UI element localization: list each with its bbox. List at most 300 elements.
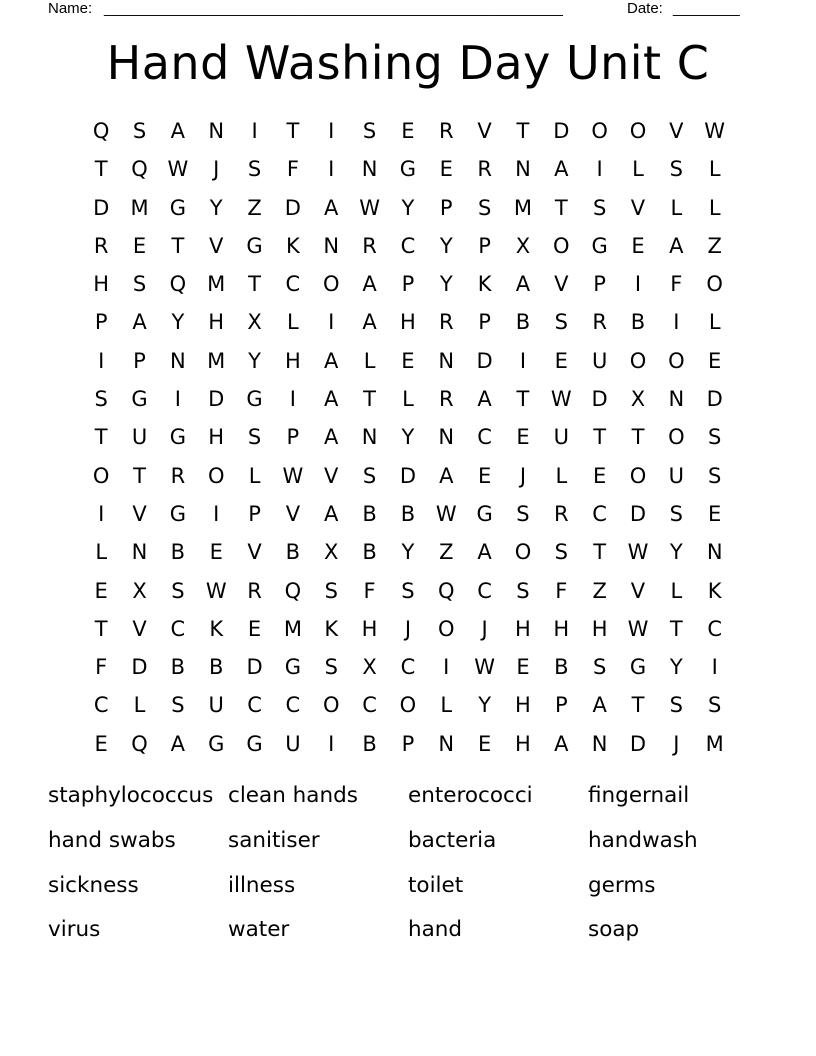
grid-letter: X [247, 310, 262, 335]
grid-letter: K [707, 578, 722, 603]
word-bank-item: fingernail [588, 783, 690, 808]
grid-letter: N [208, 119, 225, 143]
grid-letter: A [554, 731, 569, 756]
grid-letter: I [328, 731, 335, 756]
grid-letter: R [247, 578, 262, 603]
grid-letter: B [208, 655, 224, 680]
grid-letter: W [627, 616, 649, 641]
grid-letter: F [95, 655, 108, 680]
grid-letter: L [440, 693, 453, 718]
grid-letter: G [246, 233, 263, 258]
grid-letter: A [170, 119, 186, 143]
grid-letter: O [629, 119, 647, 143]
date-label: Date: [627, 0, 663, 17]
grid-letter: H [591, 616, 608, 641]
grid-letter: E [132, 233, 147, 258]
grid-letter: N [706, 540, 723, 565]
name-label: Name: [48, 0, 93, 17]
grid-letter: T [516, 119, 530, 143]
grid-letter: W [282, 463, 304, 488]
grid-letter: B [554, 655, 569, 680]
grid-letter: V [132, 616, 147, 641]
grid-letter: L [670, 578, 683, 603]
grid-letter: I [711, 655, 718, 680]
grid-letter: S [132, 272, 147, 297]
grid-letter: Q [131, 731, 148, 756]
grid-letter: P [401, 272, 415, 297]
grid-letter: W [627, 540, 649, 565]
grid-letter: S [592, 655, 607, 680]
grid-letter: G [399, 157, 417, 182]
word-search-grid [82, 112, 734, 763]
grid-letter: Y [669, 540, 683, 565]
word-bank-item: virus [48, 917, 101, 943]
grid-letter: S [171, 693, 185, 718]
grid-letter: R [438, 119, 454, 143]
grid-letter: D [208, 387, 225, 412]
grid-letter: B [170, 540, 186, 565]
grid-letter: U [285, 731, 301, 756]
grid-letter: P [401, 731, 415, 756]
grid-letter: W [167, 157, 189, 182]
grid-letter: J [213, 157, 220, 182]
grid-letter: Z [592, 578, 607, 603]
grid-letter: I [98, 501, 105, 526]
grid-letter: L [555, 463, 568, 488]
word-bank-item: hand swabs [48, 827, 176, 853]
grid-letter: L [632, 157, 644, 182]
grid-letter: L [287, 310, 299, 335]
grid-letter: D [246, 655, 263, 680]
grid-letter: S [362, 463, 377, 488]
grid-letter: Q [438, 578, 455, 603]
grid-letter: I [213, 501, 220, 526]
grid-letter: E [94, 731, 108, 756]
grid-letter: H [515, 693, 531, 718]
grid-letter: S [669, 693, 683, 718]
grid-row [82, 533, 734, 571]
grid-letter: R [554, 501, 569, 526]
grid-letter: T [593, 540, 607, 565]
grid-row [82, 150, 734, 188]
name-field-line: _______________________________________________________ [104, 0, 563, 17]
grid-letter: W [704, 119, 726, 143]
grid-letter: X [515, 233, 531, 258]
grid-letter: T [631, 693, 645, 718]
word-bank-item: hand [408, 917, 463, 943]
grid-letter: D [629, 501, 647, 526]
grid-letter: U [553, 425, 569, 450]
grid-letter: Y [669, 655, 683, 680]
grid-letter: S [708, 425, 722, 450]
grid-letter: O [629, 463, 647, 488]
grid-letter: N [131, 540, 148, 565]
grid-letter: R [362, 233, 377, 258]
grid-letter: C [362, 693, 377, 718]
grid-letter: R [592, 310, 607, 335]
grid-letter: Y [171, 310, 185, 335]
grid-letter: L [670, 195, 683, 220]
grid-letter: G [169, 195, 186, 220]
grid-letter: P [248, 501, 261, 526]
grid-letter: M [207, 272, 226, 297]
grid-letter: P [133, 348, 146, 373]
grid-letter: H [553, 616, 570, 641]
grid-letter: I [98, 348, 105, 373]
grid-letter: S [592, 195, 607, 220]
grid-letter: O [553, 233, 570, 258]
grid-letter: B [515, 310, 531, 335]
grid-letter: L [248, 463, 261, 488]
grid-letter: K [324, 616, 339, 641]
grid-letter: Z [247, 195, 262, 220]
grid-letter: S [669, 501, 683, 526]
grid-letter: I [251, 119, 258, 143]
grid-letter: T [516, 387, 530, 412]
grid-letter: G [169, 425, 186, 450]
grid-letter: C [707, 616, 722, 641]
grid-letter: A [477, 540, 492, 565]
grid-letter: E [477, 463, 492, 488]
grid-letter: H [208, 310, 225, 335]
grid-letter: U [668, 463, 685, 488]
word-bank-item: enterococci [408, 783, 533, 808]
grid-letter: T [669, 616, 683, 641]
grid-row [82, 572, 734, 610]
grid-letter: D [476, 348, 493, 373]
grid-letter: U [208, 693, 224, 718]
grid-letter: A [324, 195, 339, 220]
grid-letter: H [400, 310, 416, 335]
grid-letter: C [477, 578, 492, 603]
word-bank-item: handwash [588, 827, 698, 853]
grid-letter: A [324, 425, 339, 450]
grid-letter: L [708, 195, 721, 220]
grid-letter: A [170, 731, 186, 756]
grid-letter: A [439, 463, 454, 488]
grid-letter: M [513, 195, 533, 220]
grid-letter: G [629, 655, 647, 680]
grid-letter: M [705, 731, 724, 756]
grid-letter: S [708, 693, 722, 718]
grid-letter: S [247, 157, 262, 182]
grid-letter: Y [209, 195, 223, 220]
grid-letter: S [94, 387, 108, 412]
grid-letter: D [629, 731, 647, 756]
grid-letter: N [515, 157, 531, 182]
grid-row [82, 457, 734, 495]
grid-letter: O [668, 348, 685, 373]
grid-letter: A [132, 310, 147, 335]
grid-letter: R [438, 310, 454, 335]
grid-letter: A [324, 501, 339, 526]
grid-letter: E [554, 348, 568, 373]
grid-letter: V [132, 501, 147, 526]
grid-letter: S [477, 195, 492, 220]
grid-letter: P [94, 310, 108, 335]
grid-letter: S [708, 463, 722, 488]
grid-row [82, 380, 734, 418]
grid-letter: O [668, 425, 685, 450]
grid-letter: N [361, 157, 378, 182]
grid-letter: G [169, 501, 186, 526]
grid-letter: S [516, 578, 530, 603]
grid-letter: H [208, 425, 225, 450]
grid-letter: W [359, 195, 380, 220]
grid-letter: I [673, 310, 680, 335]
word-bank-item: toilet [408, 872, 464, 898]
grid-letter: O [207, 463, 225, 488]
grid-letter: C [170, 616, 186, 641]
grid-row [82, 686, 734, 724]
grid-letter: Y [439, 233, 453, 258]
grid-letter: I [443, 655, 450, 680]
word-bank-item: bacteria [408, 827, 497, 853]
grid-letter: E [631, 233, 645, 258]
grid-letter: R [477, 157, 492, 182]
grid-letter: E [247, 616, 262, 641]
grid-letter: V [630, 578, 646, 603]
grid-letter: T [631, 425, 645, 450]
grid-letter: V [209, 233, 224, 258]
grid-letter: E [708, 501, 722, 526]
grid-letter: R [438, 387, 454, 412]
grid-letter: D [553, 119, 570, 143]
grid-letter: O [322, 272, 340, 297]
grid-letter: W [550, 387, 572, 412]
grid-letter: P [478, 233, 491, 258]
word-bank-item: water [228, 917, 290, 943]
grid-letter: P [593, 272, 606, 297]
name-date-header [48, 0, 748, 20]
grid-letter: E [209, 540, 223, 565]
grid-letter: T [94, 616, 108, 641]
grid-letter: N [323, 233, 340, 258]
grid-letter: H [515, 731, 531, 756]
grid-letter: T [94, 157, 108, 182]
grid-letter: J [673, 731, 680, 756]
grid-letter: O [92, 463, 110, 488]
grid-letter: L [95, 540, 108, 565]
grid-row [82, 112, 734, 150]
grid-letter: T [94, 425, 108, 450]
grid-letter: F [555, 578, 568, 603]
grid-row [82, 495, 734, 533]
grid-letter: C [93, 693, 109, 718]
grid-letter: T [286, 119, 300, 143]
grid-letter: N [361, 425, 378, 450]
grid-letter: N [438, 731, 455, 756]
grid-letter: T [554, 195, 568, 220]
grid-letter: L [708, 310, 721, 335]
grid-row [82, 648, 734, 686]
grid-letter: Y [478, 693, 492, 718]
grid-letter: C [400, 655, 416, 680]
grid-letter: P [439, 195, 453, 220]
grid-letter: G [246, 731, 263, 756]
grid-letter: Y [401, 540, 415, 565]
grid-letter: G [284, 655, 302, 680]
grid-letter: L [363, 348, 376, 373]
grid-letter: T [171, 233, 185, 258]
grid-letter: B [362, 540, 377, 565]
grid-letter: X [132, 578, 147, 603]
grid-letter: Z [707, 233, 722, 258]
grid-letter: J [404, 616, 412, 641]
grid-letter: A [362, 310, 377, 335]
grid-letter: M [130, 195, 149, 220]
grid-letter: V [669, 119, 684, 143]
grid-letter: C [285, 272, 301, 297]
grid-letter: E [401, 348, 415, 373]
grid-letter: P [478, 310, 491, 335]
grid-letter: M [207, 348, 226, 373]
grid-letter: T [133, 463, 146, 488]
grid-letter: S [362, 119, 377, 143]
grid-letter: M [283, 616, 302, 641]
grid-letter: V [285, 501, 301, 526]
grid-letter: U [131, 425, 148, 450]
grid-letter: Q [131, 157, 148, 182]
grid-letter: H [515, 616, 531, 641]
grid-letter: V [554, 272, 569, 297]
grid-letter: D [131, 655, 148, 680]
word-bank-item: soap [588, 917, 640, 943]
grid-letter: A [324, 348, 339, 373]
grid-row [82, 725, 734, 763]
grid-letter: V [247, 540, 262, 565]
grid-letter: S [669, 157, 683, 182]
grid-letter: L [133, 693, 146, 718]
word-bank-item: staphylococcus [48, 783, 214, 808]
grid-row [82, 610, 734, 648]
grid-letter: J [481, 616, 488, 641]
grid-letter: R [170, 463, 186, 488]
word-bank-item: sanitiser [228, 827, 320, 853]
grid-letter: F [286, 157, 299, 182]
grid-letter: X [362, 655, 377, 680]
grid-letter: D [706, 387, 723, 412]
grid-letter: C [477, 425, 492, 450]
word-bank [48, 776, 768, 955]
grid-letter: B [170, 655, 186, 680]
grid-letter: S [324, 578, 338, 603]
grid-letter: S [247, 425, 262, 450]
grid-letter: E [94, 578, 108, 603]
grid-letter: E [708, 348, 722, 373]
grid-row [82, 342, 734, 380]
grid-letter: O [438, 616, 455, 641]
grid-letter: D [93, 195, 110, 220]
grid-letter: K [209, 616, 224, 641]
grid-letter: P [554, 693, 568, 718]
grid-letter: X [630, 387, 646, 412]
grid-letter: V [630, 195, 646, 220]
grid-letter: N [170, 348, 186, 373]
grid-letter: I [289, 387, 296, 412]
grid-letter: O [629, 348, 647, 373]
grid-letter: E [401, 119, 415, 143]
grid-letter: A [592, 693, 607, 718]
grid-letter: C [247, 693, 262, 718]
grid-letter: L [708, 157, 721, 182]
grid-letter: B [285, 540, 301, 565]
grid-row [82, 303, 734, 341]
grid-letter: A [515, 272, 531, 297]
grid-row [82, 227, 734, 265]
grid-letter: N [438, 425, 455, 450]
grid-letter: L [402, 387, 414, 412]
grid-letter: O [591, 119, 608, 143]
grid-letter: H [284, 348, 301, 373]
grid-letter: H [93, 272, 110, 297]
grid-letter: C [592, 501, 607, 526]
grid-letter: P [286, 425, 300, 450]
grid-letter: C [400, 233, 416, 258]
grid-letter: Y [401, 425, 415, 450]
grid-letter: B [362, 731, 377, 756]
word-bank-item: sickness [48, 872, 139, 898]
grid-letter: S [554, 540, 568, 565]
grid-letter: O [322, 693, 340, 718]
grid-letter: E [516, 655, 530, 680]
grid-row [82, 418, 734, 456]
grid-letter: I [634, 272, 642, 297]
grid-letter: G [246, 387, 263, 412]
grid-letter: Q [284, 578, 302, 603]
grid-letter: O [399, 693, 417, 718]
grid-letter: E [516, 425, 530, 450]
grid-letter: A [324, 387, 339, 412]
grid-letter: F [363, 578, 376, 603]
word-bank-item: illness [228, 872, 296, 898]
grid-letter: I [328, 310, 335, 335]
grid-letter: T [363, 387, 376, 412]
grid-letter: O [706, 272, 723, 297]
grid-letter: T [593, 425, 607, 450]
grid-letter: A [362, 272, 377, 297]
grid-letter: E [593, 463, 607, 488]
grid-letter: N [668, 387, 685, 412]
grid-letter: V [324, 463, 339, 488]
grid-letter: A [554, 157, 569, 182]
grid-letter: Y [439, 272, 453, 297]
grid-letter: S [324, 655, 338, 680]
grid-letter: Q [169, 272, 187, 297]
grid-letter: I [596, 157, 603, 182]
grid-letter: Z [439, 540, 454, 565]
grid-letter: S [171, 578, 185, 603]
grid-letter: G [476, 501, 493, 526]
grid-letter: F [670, 272, 683, 297]
grid-letter: S [132, 119, 147, 143]
grid-letter: G [131, 387, 148, 412]
word-bank-item: germs [588, 872, 656, 898]
grid-letter: A [477, 387, 492, 412]
grid-letter: S [554, 310, 568, 335]
grid-letter: E [477, 731, 492, 756]
grid-letter: E [439, 157, 453, 182]
word-bank-item: clean hands [228, 783, 358, 808]
grid-letter: Q [92, 119, 110, 143]
grid-letter: O [514, 540, 532, 565]
grid-row [82, 189, 734, 227]
grid-letter: I [328, 119, 335, 143]
grid-letter: X [324, 540, 339, 565]
grid-letter: A [669, 233, 684, 258]
grid-letter: S [516, 501, 530, 526]
grid-letter: D [399, 463, 416, 488]
